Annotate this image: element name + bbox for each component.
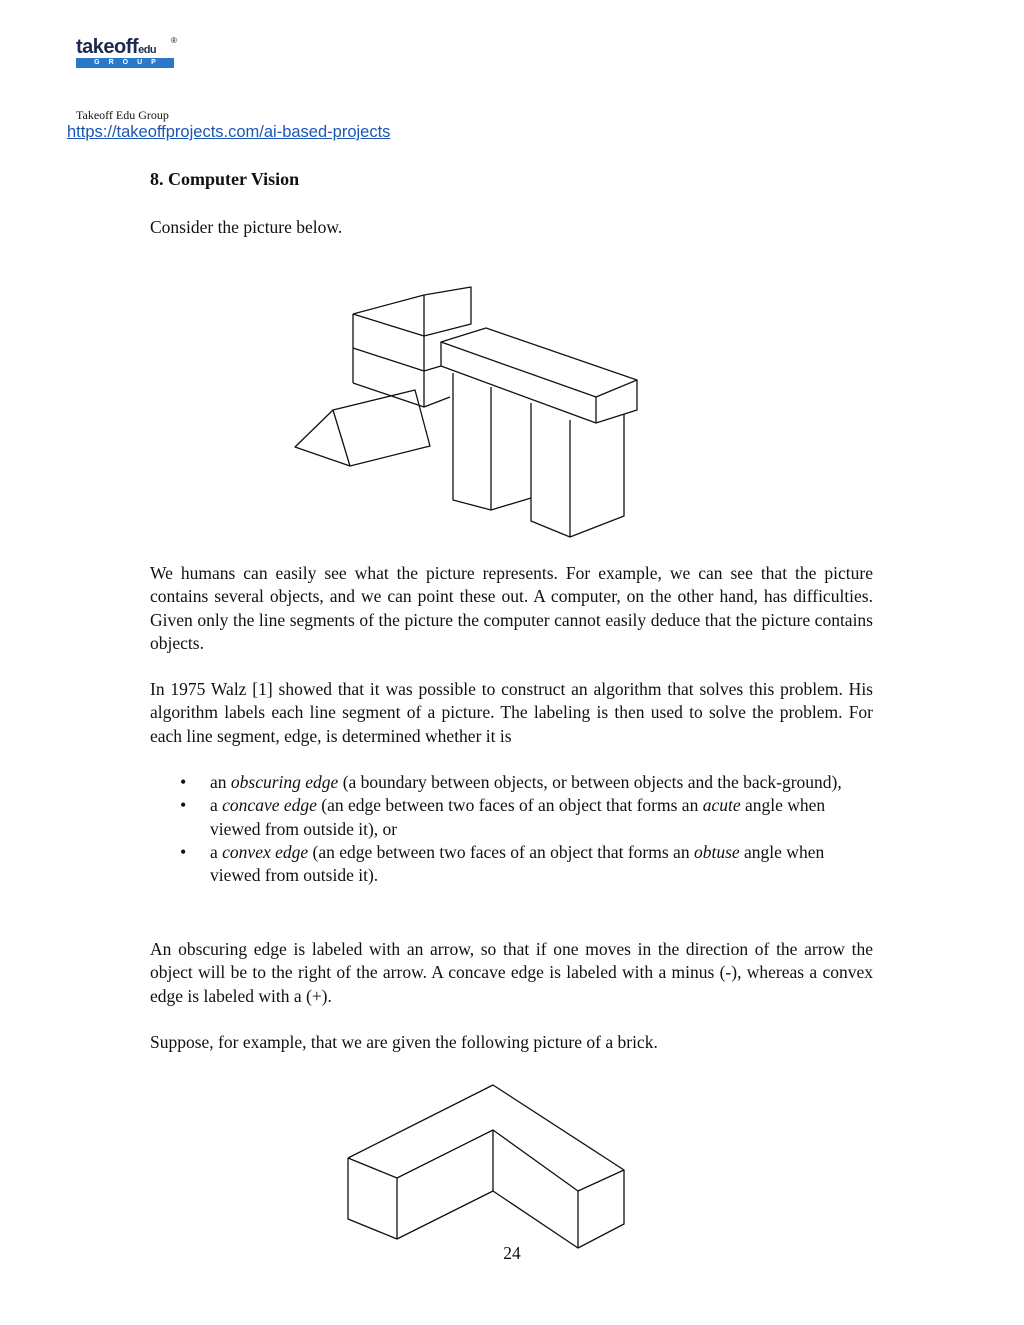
registered-mark-icon: ®	[171, 36, 177, 45]
logo-group-bar: GROUP	[76, 58, 174, 68]
list-item: • a convex edge (an edge between two faces of an object that forms an obtuse angle when viewed from outside it).	[150, 841, 873, 888]
site-name: Takeoff Edu Group	[76, 108, 169, 122]
logo-wordmark: takeoffedu	[76, 36, 157, 58]
list-item: • an obscuring edge (a boundary between objects, or between objects and the back-ground),	[150, 771, 873, 794]
list-item: • a concave edge (an edge between two faces of an object that forms an acute angle when viewed from outside it), or	[150, 794, 873, 841]
site-link[interactable]: https://takeoffprojects.com/ai-based-projects	[67, 123, 391, 141]
l-brick	[348, 1085, 624, 1248]
paragraph-humans: We humans can easily see what the picture represents. For example, we can see that the picture contains several objects, and we can point these out. A computer, on the other hand, has difficulties. Given only the line segments of the picture the computer cannot easily deduce that the picture contains objects.	[150, 563, 873, 653]
paragraph-labels: An obscuring edge is labeled with an arrow, so that if one moves in the direction of the arrow the object will be to the right of the arrow. A concave edge is labeled with a minus (-), whereas a convex edge is labeled with a (+).	[150, 939, 873, 1006]
section-title: 8. Computer Vision	[150, 169, 300, 189]
page-number: 24	[503, 1243, 521, 1263]
paragraph-walz: In 1975 Walz [1] showed that it was possible to construct an algorithm that solves this problem. His algorithm labels each line segment of a picture. The labeling is then used to solve the problem. For each line segment, edge, is determined whether it is	[150, 679, 873, 746]
paragraph-brick: Suppose, for example, that we are given the following picture of a brick.	[150, 1032, 658, 1052]
intro-text: Consider the picture below.	[150, 217, 343, 237]
